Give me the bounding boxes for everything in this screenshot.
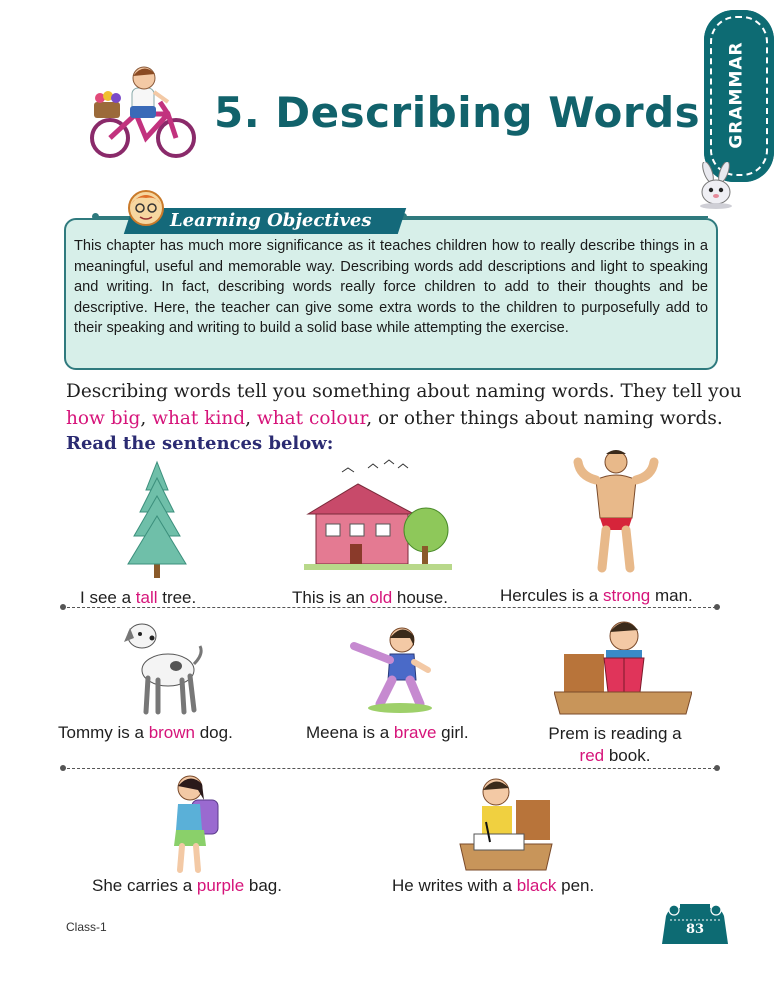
sentence-6-pre: Prem is reading a xyxy=(548,724,682,743)
brown-dog-illustration xyxy=(120,618,204,718)
sentence-8-word: black xyxy=(516,876,557,895)
separator-dot-right xyxy=(714,604,720,610)
page-number: 83 xyxy=(685,922,705,937)
girl-on-bicycle-illustration xyxy=(88,62,200,162)
tall-tree-illustration xyxy=(124,460,190,582)
sentence-4 xyxy=(58,723,233,743)
sentence-6 xyxy=(530,723,700,767)
sentence-8-pre: He writes with a xyxy=(392,876,517,895)
bunny-mascot-icon xyxy=(694,162,740,210)
sentence-1 xyxy=(80,588,196,608)
intro-text-2: , or other things about naming words. xyxy=(366,408,723,429)
teacher-avatar-icon xyxy=(126,186,166,230)
intro-text-1: Describing words tell you something about naming words. They tell you xyxy=(66,381,742,402)
intro-paragraph xyxy=(66,378,756,432)
sentence-6-word: red xyxy=(579,746,605,765)
boy-writing-pen-illustration xyxy=(456,774,558,874)
sentence-5-word: brave xyxy=(393,723,437,742)
sentence-7 xyxy=(92,876,282,896)
row-separator-2 xyxy=(62,768,716,769)
sentence-7-pre: She carries a xyxy=(92,876,197,895)
sentence-4-post: dog. xyxy=(195,723,233,742)
sentence-3-word: strong xyxy=(602,586,651,605)
row-separator-1 xyxy=(62,607,716,608)
keyword-what-colour: what colour xyxy=(256,408,367,429)
separator-dot-left xyxy=(60,604,66,610)
objectives-text: This chapter has much more significance as it teaches children how to really describe things in a meaningful, useful and memorable way. Describing words add descriptions and light to speaking and writing. In fact, describing words really force children to add to their thoughts and be descriptive. Here, the teacher can give some extra words to the children to purposefully add to their speaking and writing to build a solid base while attempting the exercise. xyxy=(74,238,708,336)
sentence-3-pre: Hercules is a xyxy=(500,586,603,605)
objectives-heading: Learning Objectives xyxy=(170,210,372,231)
sentence-2-post: house. xyxy=(392,588,448,607)
sentence-4-word: brown xyxy=(148,723,195,742)
sentence-8-post: pen. xyxy=(556,876,595,895)
sentence-8 xyxy=(392,876,594,896)
sentence-2-pre: This is an xyxy=(292,588,370,607)
keyword-how-big: how big xyxy=(66,408,141,429)
sentence-2 xyxy=(292,588,448,608)
sentence-5-post: girl. xyxy=(436,723,469,742)
sentence-1-post: tree. xyxy=(157,588,197,607)
brave-girl-karate-illustration xyxy=(344,620,438,714)
sentence-7-post: bag. xyxy=(244,876,282,895)
sentence-5-pre: Meena is a xyxy=(306,723,394,742)
chapter-title: 5. Describing Words xyxy=(214,88,701,137)
tab-label-wrap xyxy=(712,30,762,160)
sentence-3-post: man. xyxy=(650,586,693,605)
intro-sep-1: , xyxy=(140,408,153,429)
grammar-side-tab xyxy=(704,10,774,182)
sentence-5 xyxy=(306,723,469,743)
boy-reading-book-illustration xyxy=(554,614,692,718)
sentence-7-word: purple xyxy=(196,876,245,895)
separator-dot-left-2 xyxy=(60,765,66,771)
grammar-tab-label: GRAMMAR xyxy=(727,41,748,149)
learning-objectives-box xyxy=(64,218,718,370)
old-house-illustration xyxy=(302,458,454,580)
class-label: Class-1 xyxy=(66,920,107,934)
keyword-what-kind: what kind xyxy=(152,408,246,429)
sentence-1-word: tall xyxy=(135,588,158,607)
read-sentences-heading: Read the sentences below: xyxy=(66,433,334,454)
strong-man-illustration xyxy=(566,446,666,576)
separator-dot-right-2 xyxy=(714,765,720,771)
sentence-2-word: old xyxy=(369,588,393,607)
sentence-3 xyxy=(500,586,693,606)
girl-purple-bag-illustration xyxy=(160,772,222,876)
sentence-4-pre: Tommy is a xyxy=(58,723,149,742)
sentence-1-pre: I see a xyxy=(80,588,136,607)
intro-sep-2: , xyxy=(245,408,257,429)
sentence-6-post: book. xyxy=(604,746,651,765)
